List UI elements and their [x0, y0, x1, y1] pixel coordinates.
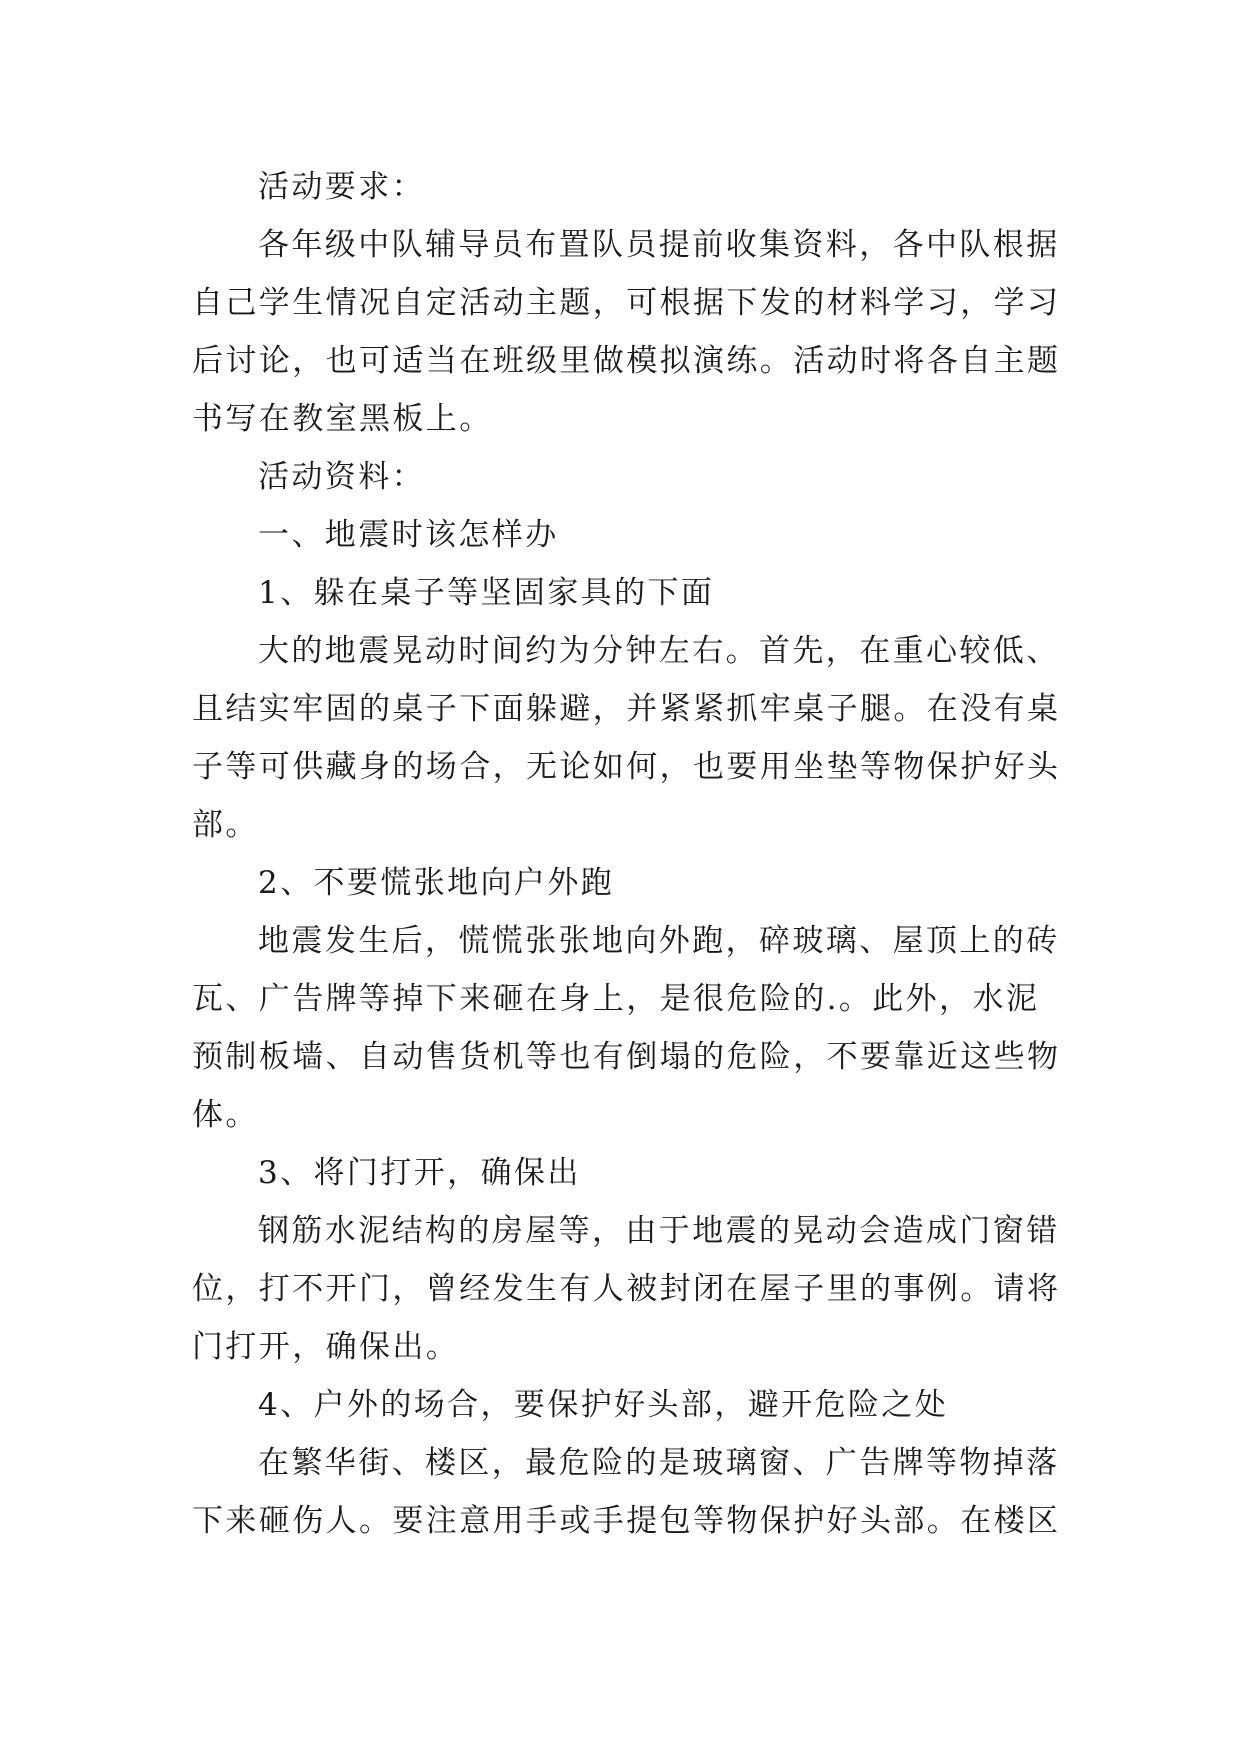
subsection-heading: 2、不要慌张地向户外跑: [258, 865, 615, 901]
paragraph-line: 预制板墙、自动售货机等也有倒塌的危险，不要靠近这些物: [192, 1039, 1061, 1075]
paragraph-line: 门打开，确保出。: [192, 1329, 460, 1365]
paragraph-line: 书写在教室黑板上。: [192, 401, 493, 437]
paragraph-line: 位，打不开门，曾经发生有人被封闭在屋子里的事例。请将: [192, 1271, 1061, 1307]
paragraph-line: 钢筋水泥结构的房屋等，由于地震的晃动会造成门窗错: [258, 1213, 1060, 1249]
subsection-heading: 4、户外的场合，要保护好头部，避开危险之处: [258, 1387, 949, 1423]
paragraph-line: 后讨论，也可适当在班级里做模拟演练。活动时将各自主题: [192, 343, 1061, 379]
section-heading: 一、地震时该怎样办: [258, 517, 559, 553]
paragraph-line: 各年级中队辅导员布置队员提前收集资料，各中队根据: [258, 227, 1060, 263]
paragraph-line: 体。: [192, 1097, 259, 1133]
paragraph-line: 下来砸伤人。要注意用手或手提包等物保护好头部。在楼区: [192, 1503, 1061, 1539]
paragraph-line: 且结实牢固的桌子下面躲避，并紧紧抓牢桌子腿。在没有桌: [192, 691, 1061, 727]
heading-activity-requirements: 活动要求：: [258, 169, 425, 205]
paragraph-line: 部。: [192, 807, 259, 843]
paragraph-line: 子等可供藏身的场合，无论如何，也要用坐垫等物保护好头: [192, 749, 1061, 785]
subsection-heading: 1、躲在桌子等坚固家具的下面: [258, 575, 715, 611]
paragraph-line: 在繁华街、楼区，最危险的是玻璃窗、广告牌等物掉落: [258, 1445, 1060, 1481]
paragraph-line: 大的地震晃动时间约为分钟左右。首先，在重心较低、: [258, 633, 1060, 669]
heading-activity-materials: 活动资料：: [258, 459, 425, 495]
paragraph-line: 自己学生情况自定活动主题，可根据下发的材料学习，学习: [192, 285, 1061, 321]
paragraph-line: 地震发生后，慌慌张张地向外跑，碎玻璃、屋顶上的砖: [258, 923, 1060, 959]
paragraph-line: 瓦、广告牌等掉下来砸在身上，是很危险的.。此外，水泥: [192, 981, 1040, 1017]
subsection-heading: 3、将门打开，确保出: [258, 1155, 581, 1191]
